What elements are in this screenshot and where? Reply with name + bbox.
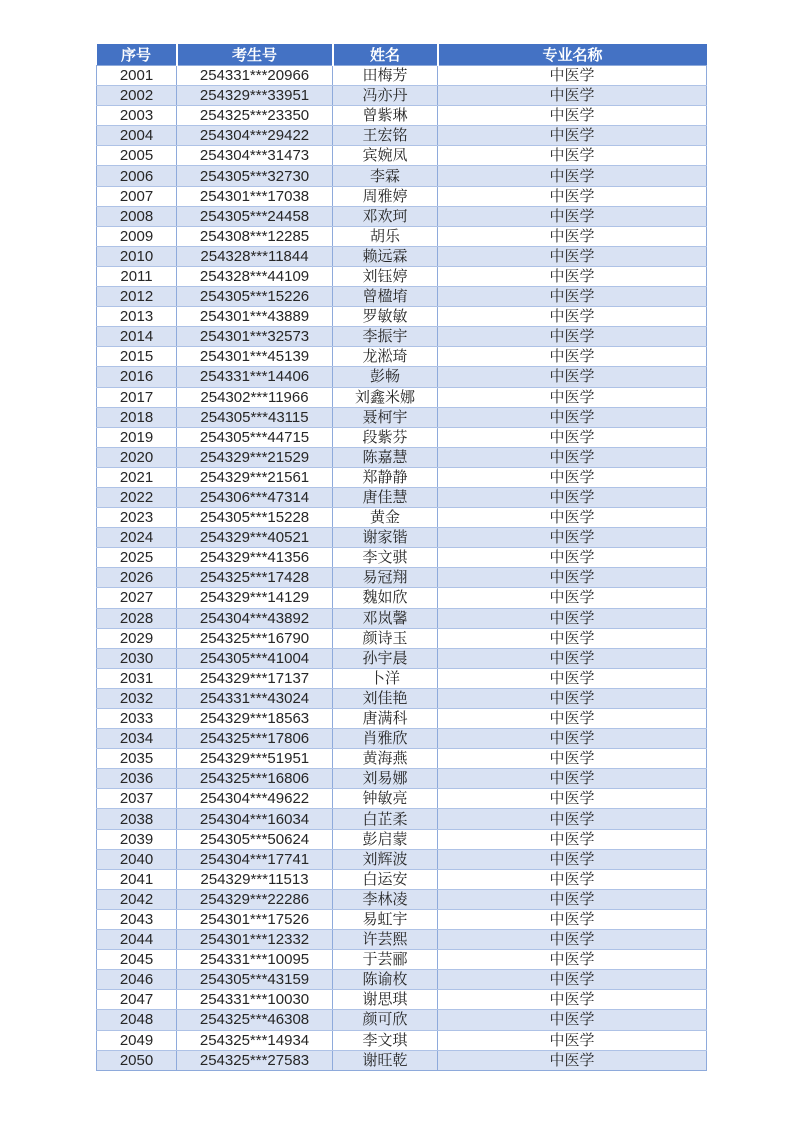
seq-cell: 2017 — [97, 387, 177, 407]
name-cell: 孙宇晨 — [333, 648, 438, 668]
seq-cell: 2002 — [97, 86, 177, 106]
candidate-id-cell: 254302***11966 — [177, 387, 333, 407]
major-cell: 中医学 — [438, 688, 707, 708]
candidate-id-cell: 254325***23350 — [177, 106, 333, 126]
name-cell: 李振宇 — [333, 327, 438, 347]
name-cell: 颜可欣 — [333, 1010, 438, 1030]
name-cell: 白运安 — [333, 869, 438, 889]
major-cell: 中医学 — [438, 427, 707, 447]
seq-cell: 2029 — [97, 628, 177, 648]
candidate-id-cell: 254328***11844 — [177, 246, 333, 266]
candidate-id-cell: 254329***33951 — [177, 86, 333, 106]
major-cell: 中医学 — [438, 909, 707, 929]
candidate-id-cell: 254325***16806 — [177, 769, 333, 789]
seq-cell: 2005 — [97, 146, 177, 166]
major-cell: 中医学 — [438, 608, 707, 628]
candidate-id-cell: 254301***17038 — [177, 186, 333, 206]
table-row — [97, 126, 707, 146]
name-cell: 谢旺乾 — [333, 1050, 438, 1070]
seq-cell: 2019 — [97, 427, 177, 447]
seq-cell: 2041 — [97, 869, 177, 889]
candidate-id-cell: 254331***10030 — [177, 990, 333, 1010]
candidate-id-cell: 254331***10095 — [177, 950, 333, 970]
header-candidate-id: 考生号 — [177, 44, 333, 66]
table-row — [97, 106, 707, 126]
seq-cell: 2034 — [97, 729, 177, 749]
seq-cell: 2047 — [97, 990, 177, 1010]
name-cell: 魏如欣 — [333, 588, 438, 608]
name-cell: 段紫芬 — [333, 427, 438, 447]
name-cell: 宾婉凤 — [333, 146, 438, 166]
seq-cell: 2022 — [97, 487, 177, 507]
table-row — [97, 467, 707, 487]
seq-cell: 2003 — [97, 106, 177, 126]
seq-cell: 2004 — [97, 126, 177, 146]
name-cell: 白芷柔 — [333, 809, 438, 829]
candidate-id-cell: 254329***41356 — [177, 548, 333, 568]
name-cell: 王宏铭 — [333, 126, 438, 146]
table-row — [97, 608, 707, 628]
major-cell: 中医学 — [438, 829, 707, 849]
table-row — [97, 307, 707, 327]
major-cell: 中医学 — [438, 287, 707, 307]
candidate-id-cell: 254329***11513 — [177, 869, 333, 889]
major-cell: 中医学 — [438, 990, 707, 1010]
seq-cell: 2006 — [97, 166, 177, 186]
major-cell: 中医学 — [438, 1050, 707, 1070]
name-cell: 于芸郦 — [333, 950, 438, 970]
table-row — [97, 889, 707, 909]
candidate-id-cell: 254301***17526 — [177, 909, 333, 929]
seq-cell: 2039 — [97, 829, 177, 849]
name-cell: 易虹宇 — [333, 909, 438, 929]
table-row — [97, 769, 707, 789]
table-row — [97, 849, 707, 869]
seq-cell: 2021 — [97, 467, 177, 487]
table-row — [97, 1010, 707, 1030]
name-cell: 陈谕枚 — [333, 970, 438, 990]
major-cell: 中医学 — [438, 1010, 707, 1030]
candidate-id-cell: 254304***49622 — [177, 789, 333, 809]
name-cell: 刘易娜 — [333, 769, 438, 789]
table-body — [97, 66, 707, 1071]
table-row — [97, 367, 707, 387]
major-cell: 中医学 — [438, 407, 707, 427]
table-row — [97, 166, 707, 186]
candidate-id-cell: 254331***43024 — [177, 688, 333, 708]
seq-cell: 2048 — [97, 1010, 177, 1030]
table-row — [97, 548, 707, 568]
major-cell: 中医学 — [438, 86, 707, 106]
seq-cell: 2025 — [97, 548, 177, 568]
name-cell: 彭畅 — [333, 367, 438, 387]
name-cell: 卜洋 — [333, 668, 438, 688]
candidate-id-cell: 254301***32573 — [177, 327, 333, 347]
major-cell: 中医学 — [438, 66, 707, 86]
candidate-id-cell: 254304***16034 — [177, 809, 333, 829]
header-major: 专业名称 — [438, 44, 707, 66]
candidate-id-cell: 254305***44715 — [177, 427, 333, 447]
name-cell: 李霖 — [333, 166, 438, 186]
table-row — [97, 528, 707, 548]
major-cell: 中医学 — [438, 226, 707, 246]
table-row — [97, 829, 707, 849]
name-cell: 唐满科 — [333, 709, 438, 729]
major-cell: 中医学 — [438, 930, 707, 950]
name-cell: 聂柯宇 — [333, 407, 438, 427]
major-cell: 中医学 — [438, 307, 707, 327]
candidate-id-cell: 254301***12332 — [177, 930, 333, 950]
candidate-id-cell: 254305***41004 — [177, 648, 333, 668]
name-cell: 刘钰婷 — [333, 266, 438, 286]
table-row — [97, 427, 707, 447]
header-name: 姓名 — [333, 44, 438, 66]
major-cell: 中医学 — [438, 508, 707, 528]
name-cell: 邓欢珂 — [333, 206, 438, 226]
table-row — [97, 688, 707, 708]
name-cell: 刘佳艳 — [333, 688, 438, 708]
candidate-id-cell: 254305***50624 — [177, 829, 333, 849]
seq-cell: 2032 — [97, 688, 177, 708]
name-cell: 刘辉波 — [333, 849, 438, 869]
seq-cell: 2014 — [97, 327, 177, 347]
seq-cell: 2023 — [97, 508, 177, 528]
table-row — [97, 648, 707, 668]
major-cell: 中医学 — [438, 869, 707, 889]
candidate-id-cell: 254308***12285 — [177, 226, 333, 246]
name-cell: 郑静静 — [333, 467, 438, 487]
table-row — [97, 447, 707, 467]
candidate-id-cell: 254305***15226 — [177, 287, 333, 307]
table-row — [97, 789, 707, 809]
seq-cell: 2010 — [97, 246, 177, 266]
seq-cell: 2043 — [97, 909, 177, 929]
candidate-id-cell: 254325***14934 — [177, 1030, 333, 1050]
table-row — [97, 226, 707, 246]
seq-cell: 2024 — [97, 528, 177, 548]
major-cell: 中医学 — [438, 266, 707, 286]
candidate-id-cell: 254331***14406 — [177, 367, 333, 387]
table-row — [97, 327, 707, 347]
major-cell: 中医学 — [438, 367, 707, 387]
major-cell: 中医学 — [438, 729, 707, 749]
table-row — [97, 146, 707, 166]
major-cell: 中医学 — [438, 849, 707, 869]
major-cell: 中医学 — [438, 146, 707, 166]
seq-cell: 2001 — [97, 66, 177, 86]
table-row — [97, 206, 707, 226]
candidate-id-cell: 254301***43889 — [177, 307, 333, 327]
seq-cell: 2045 — [97, 950, 177, 970]
candidate-id-cell: 254329***51951 — [177, 749, 333, 769]
candidate-id-cell: 254325***27583 — [177, 1050, 333, 1070]
major-cell: 中医学 — [438, 950, 707, 970]
table-row — [97, 487, 707, 507]
name-cell: 李林凌 — [333, 889, 438, 909]
candidate-id-cell: 254305***24458 — [177, 206, 333, 226]
name-cell: 黄金 — [333, 508, 438, 528]
table-row — [97, 909, 707, 929]
candidate-id-cell: 254329***14129 — [177, 588, 333, 608]
table-row — [97, 1030, 707, 1050]
major-cell: 中医学 — [438, 628, 707, 648]
candidate-id-cell: 254325***17806 — [177, 729, 333, 749]
name-cell: 颜诗玉 — [333, 628, 438, 648]
seq-cell: 2015 — [97, 347, 177, 367]
seq-cell: 2035 — [97, 749, 177, 769]
table-row — [97, 246, 707, 266]
seq-cell: 2013 — [97, 307, 177, 327]
candidate-id-cell: 254328***44109 — [177, 266, 333, 286]
name-cell: 易冠翔 — [333, 568, 438, 588]
candidate-id-cell: 254301***45139 — [177, 347, 333, 367]
seq-cell: 2028 — [97, 608, 177, 628]
table-row — [97, 809, 707, 829]
seq-cell: 2018 — [97, 407, 177, 427]
seq-cell: 2026 — [97, 568, 177, 588]
major-cell: 中医学 — [438, 668, 707, 688]
seq-cell: 2036 — [97, 769, 177, 789]
table-row — [97, 749, 707, 769]
table-row — [97, 287, 707, 307]
name-cell: 邓岚馨 — [333, 608, 438, 628]
name-cell: 肖雅欣 — [333, 729, 438, 749]
seq-cell: 2050 — [97, 1050, 177, 1070]
major-cell: 中医学 — [438, 1030, 707, 1050]
table-row — [97, 387, 707, 407]
candidate-id-cell: 254329***40521 — [177, 528, 333, 548]
table-row — [97, 628, 707, 648]
name-cell: 周雅婷 — [333, 186, 438, 206]
candidate-id-cell: 254329***21561 — [177, 467, 333, 487]
table-row — [97, 970, 707, 990]
seq-cell: 2011 — [97, 266, 177, 286]
header-row — [97, 44, 707, 66]
candidate-id-cell: 254305***43115 — [177, 407, 333, 427]
table-row — [97, 668, 707, 688]
table-row — [97, 729, 707, 749]
table-row — [97, 266, 707, 286]
major-cell: 中医学 — [438, 347, 707, 367]
major-cell: 中医学 — [438, 769, 707, 789]
name-cell: 黄海燕 — [333, 749, 438, 769]
name-cell: 田梅芳 — [333, 66, 438, 86]
table-row — [97, 869, 707, 889]
seq-cell: 2031 — [97, 668, 177, 688]
seq-cell: 2033 — [97, 709, 177, 729]
table-row — [97, 568, 707, 588]
seq-cell: 2040 — [97, 849, 177, 869]
name-cell: 赖远霖 — [333, 246, 438, 266]
seq-cell: 2046 — [97, 970, 177, 990]
candidate-id-cell: 254325***16790 — [177, 628, 333, 648]
major-cell: 中医学 — [438, 487, 707, 507]
seq-cell: 2049 — [97, 1030, 177, 1050]
seq-cell: 2038 — [97, 809, 177, 829]
name-cell: 曾紫琳 — [333, 106, 438, 126]
seq-cell: 2037 — [97, 789, 177, 809]
major-cell: 中医学 — [438, 889, 707, 909]
major-cell: 中医学 — [438, 809, 707, 829]
major-cell: 中医学 — [438, 709, 707, 729]
table-row — [97, 407, 707, 427]
candidate-id-cell: 254305***32730 — [177, 166, 333, 186]
candidate-id-cell: 254305***15228 — [177, 508, 333, 528]
candidate-id-cell: 254304***31473 — [177, 146, 333, 166]
name-cell: 李文骐 — [333, 548, 438, 568]
candidate-id-cell: 254325***46308 — [177, 1010, 333, 1030]
candidate-id-cell: 254329***21529 — [177, 447, 333, 467]
major-cell: 中医学 — [438, 206, 707, 226]
table-row — [97, 86, 707, 106]
major-cell: 中医学 — [438, 970, 707, 990]
table-row — [97, 347, 707, 367]
candidate-id-cell: 254329***17137 — [177, 668, 333, 688]
name-cell: 李文琪 — [333, 1030, 438, 1050]
seq-cell: 2009 — [97, 226, 177, 246]
candidate-id-cell: 254325***17428 — [177, 568, 333, 588]
seq-cell: 2012 — [97, 287, 177, 307]
seq-cell: 2044 — [97, 930, 177, 950]
major-cell: 中医学 — [438, 166, 707, 186]
table-row — [97, 588, 707, 608]
name-cell: 龙淞琦 — [333, 347, 438, 367]
candidate-roster-table — [96, 44, 707, 1071]
major-cell: 中医学 — [438, 246, 707, 266]
major-cell: 中医学 — [438, 568, 707, 588]
candidate-id-cell: 254331***20966 — [177, 66, 333, 86]
name-cell: 钟敏亮 — [333, 789, 438, 809]
candidate-id-cell: 254329***22286 — [177, 889, 333, 909]
seq-cell: 2016 — [97, 367, 177, 387]
name-cell: 谢思琪 — [333, 990, 438, 1010]
major-cell: 中医学 — [438, 528, 707, 548]
name-cell: 冯亦丹 — [333, 86, 438, 106]
major-cell: 中医学 — [438, 588, 707, 608]
seq-cell: 2030 — [97, 648, 177, 668]
major-cell: 中医学 — [438, 106, 707, 126]
candidate-id-cell: 254304***29422 — [177, 126, 333, 146]
seq-cell: 2008 — [97, 206, 177, 226]
name-cell: 唐佳慧 — [333, 487, 438, 507]
name-cell: 陈嘉慧 — [333, 447, 438, 467]
candidate-id-cell: 254304***43892 — [177, 608, 333, 628]
name-cell: 罗敏敏 — [333, 307, 438, 327]
seq-cell: 2027 — [97, 588, 177, 608]
major-cell: 中医学 — [438, 648, 707, 668]
name-cell: 刘鑫米娜 — [333, 387, 438, 407]
name-cell: 胡乐 — [333, 226, 438, 246]
table-row — [97, 709, 707, 729]
major-cell: 中医学 — [438, 186, 707, 206]
seq-cell: 2042 — [97, 889, 177, 909]
header-seq: 序号 — [97, 44, 177, 66]
major-cell: 中医学 — [438, 548, 707, 568]
name-cell: 彭启蒙 — [333, 829, 438, 849]
table-row — [97, 950, 707, 970]
table-row — [97, 66, 707, 86]
name-cell: 许芸熙 — [333, 930, 438, 950]
candidate-id-cell: 254304***17741 — [177, 849, 333, 869]
major-cell: 中医学 — [438, 447, 707, 467]
seq-cell: 2007 — [97, 186, 177, 206]
table-row — [97, 508, 707, 528]
table-row — [97, 186, 707, 206]
major-cell: 中医学 — [438, 467, 707, 487]
major-cell: 中医学 — [438, 327, 707, 347]
candidate-id-cell: 254329***18563 — [177, 709, 333, 729]
table-row — [97, 1050, 707, 1070]
table-row — [97, 990, 707, 1010]
major-cell: 中医学 — [438, 749, 707, 769]
candidate-id-cell: 254306***47314 — [177, 487, 333, 507]
table-row — [97, 930, 707, 950]
name-cell: 曾楹堉 — [333, 287, 438, 307]
name-cell: 谢家锴 — [333, 528, 438, 548]
major-cell: 中医学 — [438, 789, 707, 809]
major-cell: 中医学 — [438, 126, 707, 146]
candidate-id-cell: 254305***43159 — [177, 970, 333, 990]
seq-cell: 2020 — [97, 447, 177, 467]
major-cell: 中医学 — [438, 387, 707, 407]
table-header — [97, 44, 707, 66]
